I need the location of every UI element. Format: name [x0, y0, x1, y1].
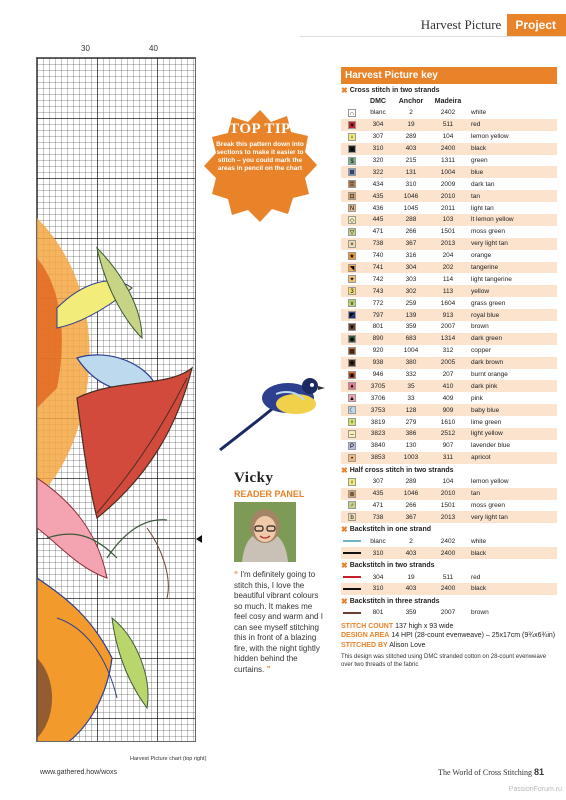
madeira-number: 907: [442, 442, 454, 450]
anchor-number: 288: [405, 216, 417, 224]
symbol-swatch: v: [348, 299, 356, 307]
key-row: [341, 571, 557, 583]
key-row: [341, 380, 557, 392]
thread-name: lemon yellow: [471, 133, 509, 141]
madeira-number: 2010: [440, 490, 456, 498]
stitched-by: STITCHED BY Alison Love: [341, 641, 426, 649]
key-row: [341, 131, 557, 143]
cross-icon: ✖: [341, 525, 348, 535]
backstitch-two-rows: [341, 571, 557, 595]
key-row: [341, 285, 557, 297]
panel-member-photo: [234, 502, 296, 562]
anchor-number: 2: [409, 537, 413, 545]
madeira-number: 2402: [440, 537, 456, 545]
madeira-number: 202: [442, 264, 454, 272]
anchor-number: 1046: [403, 490, 419, 498]
madeira-number: 1311: [441, 157, 455, 164]
backstitch-line-swatch: [343, 612, 361, 614]
symbol-swatch: ■: [348, 145, 356, 153]
panel-quote: [234, 570, 326, 675]
thread-name: tan: [471, 192, 481, 200]
anchor-number: 128: [405, 406, 417, 414]
thread-name: red: [471, 121, 481, 129]
key-row: [341, 511, 557, 523]
anchor-number: 359: [405, 323, 417, 331]
key-column-headers: [341, 96, 557, 107]
key-row: [341, 404, 557, 416]
symbol-swatch: ⊠: [349, 170, 355, 177]
anchor-number: 380: [405, 359, 417, 367]
cross-icon: ✖: [341, 86, 348, 95]
page-header: [421, 14, 566, 36]
anchor-number: 33: [407, 394, 415, 402]
thread-name: lemon yellow: [471, 478, 509, 486]
dmc-number: 304: [372, 121, 384, 129]
dmc-number: 310: [372, 145, 384, 153]
anchor-number: 1004: [403, 347, 419, 355]
madeira-number: 312: [442, 347, 454, 355]
symbol-swatch: ▣: [349, 372, 355, 379]
symbol-swatch: 3: [348, 287, 356, 295]
madeira-number: 2007: [440, 323, 456, 331]
symbol-swatch: ♦: [348, 382, 356, 390]
anchor-number: 266: [405, 501, 417, 509]
thread-name: light yellow: [471, 430, 503, 438]
thread-name: burnt orange: [471, 371, 508, 379]
chart-caption: Harvest Picture chart (top right): [130, 756, 207, 762]
footer-magazine: The World of Cross Stitching 81: [438, 767, 544, 777]
dmc-number: 738: [372, 240, 384, 248]
key-row: [341, 440, 557, 452]
key-row: [341, 535, 557, 547]
anchor-number: 403: [405, 585, 417, 593]
key-row: [341, 238, 557, 250]
symbol-swatch: ♂: [349, 503, 355, 510]
anchor-number: 266: [405, 228, 417, 236]
thread-name: dark green: [471, 335, 503, 343]
dmc-number: 890: [372, 335, 384, 343]
madeira-number: 2013: [440, 240, 456, 248]
key-row: [341, 476, 557, 488]
key-row: [341, 143, 557, 155]
backstitch-one-rows: [341, 535, 557, 559]
anchor-number: 367: [405, 513, 417, 521]
symbol-swatch: ▲: [349, 396, 355, 403]
dmc-number: 3840: [370, 442, 386, 450]
header-anchor: Anchor: [398, 98, 424, 105]
anchor-number: 139: [405, 311, 417, 319]
key-row: [341, 273, 557, 285]
madeira-number: 2400: [440, 549, 456, 557]
thread-name: green: [471, 157, 488, 164]
dmc-number: 436: [372, 204, 384, 212]
anchor-number: 2: [409, 109, 413, 117]
anchor-number: 1003: [403, 454, 419, 462]
symbol-swatch: ×: [348, 240, 356, 248]
key-row: [341, 500, 557, 512]
thread-name: baby blue: [471, 406, 500, 414]
anchor-number: 302: [405, 287, 417, 295]
key-row: [341, 250, 557, 262]
symbol-swatch: $: [348, 157, 356, 165]
madeira-number: 204: [442, 252, 454, 260]
key-row: [341, 452, 557, 464]
section-half-cross: ✖ Half cross stitch in two strands: [341, 465, 454, 475]
section-backstitch-three: ✖ Backstitch in three strands: [341, 596, 440, 606]
symbol-swatch: ▼: [349, 324, 355, 331]
design-area: DESIGN AREA 14 HPI (28-count evenweave) – 25x17cm (9¾x6¾in): [341, 632, 556, 640]
key-row: [341, 178, 557, 190]
cross-stitch-rows: [341, 107, 557, 464]
fabric-note: This design was stitched using DMC stranded cotton on 28-count evenweave over two threads of the fabric: [341, 654, 547, 669]
symbol-swatch: b: [348, 513, 356, 521]
key-row: [341, 107, 557, 119]
key-row: [341, 214, 557, 226]
chart-col-label: 30: [81, 44, 90, 53]
madeira-number: 1604: [440, 299, 456, 307]
thread-key: [341, 67, 557, 669]
dmc-number: 310: [372, 549, 384, 557]
thread-name: tangerine: [471, 264, 499, 272]
dmc-number: 3819: [370, 418, 386, 426]
anchor-number: 35: [407, 382, 415, 390]
key-row: [341, 202, 557, 214]
key-row: [341, 166, 557, 178]
tip-text-block: [213, 121, 307, 173]
thread-name: lt lemon yellow: [471, 216, 514, 224]
key-row: [341, 357, 557, 369]
dmc-number: 797: [372, 311, 384, 319]
key-row: [341, 333, 557, 345]
pattern-stats: [341, 622, 557, 651]
anchor-number: 19: [407, 573, 415, 581]
dmc-number: 322: [372, 168, 384, 176]
anchor-number: 259: [405, 299, 417, 307]
madeira-number: 2009: [440, 180, 456, 188]
thread-name: moss green: [471, 228, 505, 236]
key-row: [341, 190, 557, 202]
anchor-number: 316: [405, 252, 417, 260]
key-row: [341, 416, 557, 428]
dmc-number: 320: [372, 157, 384, 164]
anchor-number: 683: [405, 335, 417, 343]
anchor-number: 131: [405, 168, 417, 176]
thread-name: tan: [471, 490, 481, 498]
anchor-number: 19: [407, 121, 415, 129]
thread-name: blue: [471, 168, 484, 176]
dmc-number: 3706: [370, 394, 386, 402]
anchor-number: 403: [405, 549, 417, 557]
thread-name: dark tan: [471, 180, 495, 188]
page-number: 81: [533, 767, 544, 777]
backstitch-line-swatch: [343, 540, 361, 542]
madeira-number: 103: [442, 216, 454, 224]
dmc-number: 741: [372, 264, 384, 272]
madeira-number: 2400: [440, 145, 456, 153]
section-backstitch-one: ✖ Backstitch in one strand: [341, 525, 431, 535]
madeira-number: 1501: [440, 228, 456, 236]
dmc-number: 445: [372, 216, 384, 224]
dmc-number: 435: [372, 192, 384, 200]
symbol-swatch: ♀: [349, 479, 355, 486]
madeira-number: 104: [442, 478, 454, 486]
key-row: [341, 155, 557, 167]
symbol-swatch: ★: [349, 253, 355, 260]
thread-name: black: [471, 585, 487, 593]
madeira-number: 113: [442, 287, 454, 295]
key-row: [341, 345, 557, 357]
chart-col-label: 40: [149, 44, 158, 53]
thread-name: moss green: [471, 501, 505, 509]
dmc-number: blanc: [370, 537, 386, 545]
symbol-swatch: ♀: [349, 134, 355, 141]
thread-name: light tan: [471, 204, 494, 212]
key-row: [341, 369, 557, 381]
anchor-number: 332: [405, 371, 417, 379]
dmc-number: 801: [372, 609, 384, 617]
symbol-swatch: ⊛: [349, 491, 355, 498]
chart-center-arrow: [196, 535, 202, 543]
section-cross-stitch: ✖ Cross stitch in two strands: [341, 86, 440, 95]
half-cross-rows: [341, 476, 557, 524]
thread-name: brown: [471, 323, 489, 331]
dmc-number: 801: [372, 323, 384, 331]
bird-illustration: [218, 372, 326, 457]
quote-open-mark: “: [234, 570, 238, 579]
symbol-swatch: ✚: [349, 360, 355, 367]
dmc-number: 743: [372, 287, 384, 295]
symbol-swatch: ▽: [349, 229, 355, 236]
madeira-number: 511: [442, 121, 454, 129]
key-row: [341, 119, 557, 131]
symbol-swatch: •: [348, 454, 356, 462]
backstitch-line-swatch: [343, 576, 361, 578]
key-row: [341, 309, 557, 321]
symbol-swatch: ☾: [349, 408, 355, 415]
dmc-number: 938: [372, 359, 384, 367]
cross-stitch-chart: [36, 57, 196, 742]
symbol-swatch: ♖: [349, 182, 355, 189]
symbol-swatch: –: [348, 430, 356, 438]
thread-name: dark brown: [471, 359, 504, 367]
panel-member-name: Vicky: [234, 470, 274, 486]
header-rule: [300, 36, 566, 37]
chart-motif-art: [37, 58, 196, 742]
dmc-number: 740: [372, 252, 384, 260]
madeira-number: 2013: [440, 513, 456, 521]
thread-name: brown: [471, 609, 489, 617]
madeira-number: 1314: [440, 335, 456, 343]
anchor-number: 289: [405, 133, 417, 141]
key-row: [341, 392, 557, 404]
cross-icon: ✖: [341, 465, 348, 475]
anchor-number: 303: [405, 275, 417, 283]
key-row: [341, 488, 557, 500]
thread-name: lime green: [471, 418, 502, 426]
header-dmc: DMC: [370, 98, 386, 105]
thread-name: royal blue: [471, 311, 500, 319]
anchor-number: 386: [405, 430, 417, 438]
madeira-number: 2010: [440, 192, 456, 200]
dmc-number: 738: [372, 513, 384, 521]
symbol-swatch: ◥: [349, 265, 355, 272]
key-row: [341, 607, 557, 619]
symbol-swatch: ▦: [349, 348, 355, 355]
backstitch-line-swatch: [343, 588, 361, 590]
madeira-number: 2007: [440, 609, 456, 617]
dmc-number: blanc: [370, 109, 386, 117]
madeira-number: 114: [442, 275, 454, 283]
dmc-number: 304: [372, 573, 384, 581]
panel-role: READER PANEL: [234, 489, 305, 499]
key-row: [341, 262, 557, 274]
key-row: [341, 583, 557, 595]
dmc-number: 920: [372, 347, 384, 355]
madeira-number: 1004: [440, 168, 456, 176]
madeira-number: 913: [442, 311, 454, 319]
anchor-number: 367: [405, 240, 417, 248]
anchor-number: 130: [405, 442, 417, 450]
anchor-number: 215: [405, 157, 417, 164]
dmc-number: 310: [372, 585, 384, 593]
dmc-number: 471: [372, 501, 384, 509]
madeira-number: 1501: [440, 501, 456, 509]
dmc-number: 3705: [370, 382, 386, 390]
madeira-number: 410: [442, 382, 454, 390]
symbol-swatch: ◩: [349, 313, 355, 320]
symbol-swatch: P: [349, 443, 354, 450]
thread-name: lavender blue: [471, 442, 511, 450]
symbol-swatch: ◆: [349, 336, 355, 343]
dmc-number: 772: [372, 299, 384, 307]
thread-name: pink: [471, 394, 483, 402]
backstitch-three-rows: [341, 607, 557, 619]
anchor-number: 1046: [403, 192, 419, 200]
madeira-number: 2011: [441, 204, 455, 212]
madeira-number: 409: [442, 394, 454, 402]
backstitch-line-swatch: [343, 552, 361, 554]
watermark: PassionForum.ru: [508, 786, 562, 793]
thread-name: red: [471, 573, 481, 581]
symbol-swatch: ✦: [349, 277, 355, 284]
tip-body: Break this pattern down into sections to make it easier to stitch – you could mark the areas in pencil on the chart: [216, 141, 304, 172]
thread-name: black: [471, 145, 487, 153]
quote-close-mark: ”: [266, 664, 271, 674]
footer-url[interactable]: www.gathered.how/woxs: [40, 769, 118, 776]
key-row: [341, 297, 557, 309]
key-row: [341, 428, 557, 440]
dmc-number: 471: [372, 228, 384, 236]
dmc-number: 946: [372, 371, 384, 379]
thread-name: grass green: [471, 299, 506, 307]
tip-title: TOP TIP: [229, 121, 291, 137]
madeira-number: 2400: [440, 585, 456, 593]
key-title: Harvest Picture key: [341, 67, 557, 84]
dmc-number: 742: [372, 275, 384, 283]
stitch-count: STITCH COUNT 137 high x 93 wide: [341, 622, 454, 630]
dmc-number: 307: [372, 478, 384, 486]
thread-name: black: [471, 549, 487, 557]
thread-name: white: [471, 537, 487, 545]
anchor-number: 289: [405, 478, 417, 486]
thread-name: copper: [471, 347, 491, 355]
dmc-number: 434: [372, 180, 384, 188]
thread-name: apricot: [471, 454, 491, 462]
madeira-number: 2402: [440, 109, 456, 117]
cross-icon: ✖: [341, 561, 348, 571]
section-backstitch-two: ✖ Backstitch in two strands: [341, 561, 435, 571]
thread-name: white: [471, 109, 487, 117]
top-tip-badge: [201, 108, 319, 226]
madeira-number: 2005: [440, 359, 456, 367]
madeira-number: 207: [442, 371, 454, 379]
anchor-number: 304: [405, 264, 417, 272]
thread-name: orange: [471, 252, 492, 260]
dmc-number: 307: [372, 133, 384, 141]
key-row: [341, 547, 557, 559]
madeira-number: 1610: [440, 418, 456, 426]
madeira-number: 104: [442, 133, 454, 141]
key-row: [341, 321, 557, 333]
madeira-number: 511: [442, 573, 454, 581]
anchor-number: 279: [405, 418, 417, 426]
symbol-swatch: ◇: [349, 217, 355, 224]
header-title: Harvest Picture: [420, 17, 502, 32]
symbol-swatch: ♆: [349, 420, 355, 427]
anchor-number: 1045: [403, 204, 419, 212]
thread-name: dark pink: [471, 382, 498, 390]
dmc-number: 3853: [370, 454, 386, 462]
thread-name: light tangerine: [471, 275, 512, 283]
thread-name: yellow: [471, 287, 490, 295]
dmc-number: 435: [372, 490, 384, 498]
symbol-swatch: ⊡: [349, 194, 355, 201]
dmc-number: 3823: [370, 430, 386, 438]
quote-text: I'm definitely going to stitch this, I love the beautiful vibrant colours so much. It makes me feel cosy and warm and I can see myself stitching this in front of a blazing fire, with the night tightly hidden behind the curtains.: [234, 570, 323, 674]
header-madeira: Madeira: [434, 98, 462, 105]
symbol-swatch: ♥: [348, 121, 356, 129]
cross-icon: ✖: [341, 596, 348, 606]
anchor-number: 310: [405, 180, 417, 188]
symbol-swatch: ∩: [349, 110, 355, 117]
madeira-number: 311: [442, 454, 454, 462]
anchor-number: 359: [405, 609, 417, 617]
thread-name: very light tan: [471, 240, 508, 248]
project-badge: Project: [507, 14, 566, 36]
thread-name: very light tan: [471, 513, 508, 521]
anchor-number: 403: [405, 145, 417, 153]
madeira-number: 909: [442, 406, 454, 414]
madeira-number: 2512: [440, 430, 456, 438]
dmc-number: 3753: [370, 406, 386, 414]
key-row: [341, 226, 557, 238]
symbol-swatch: N: [349, 206, 355, 213]
